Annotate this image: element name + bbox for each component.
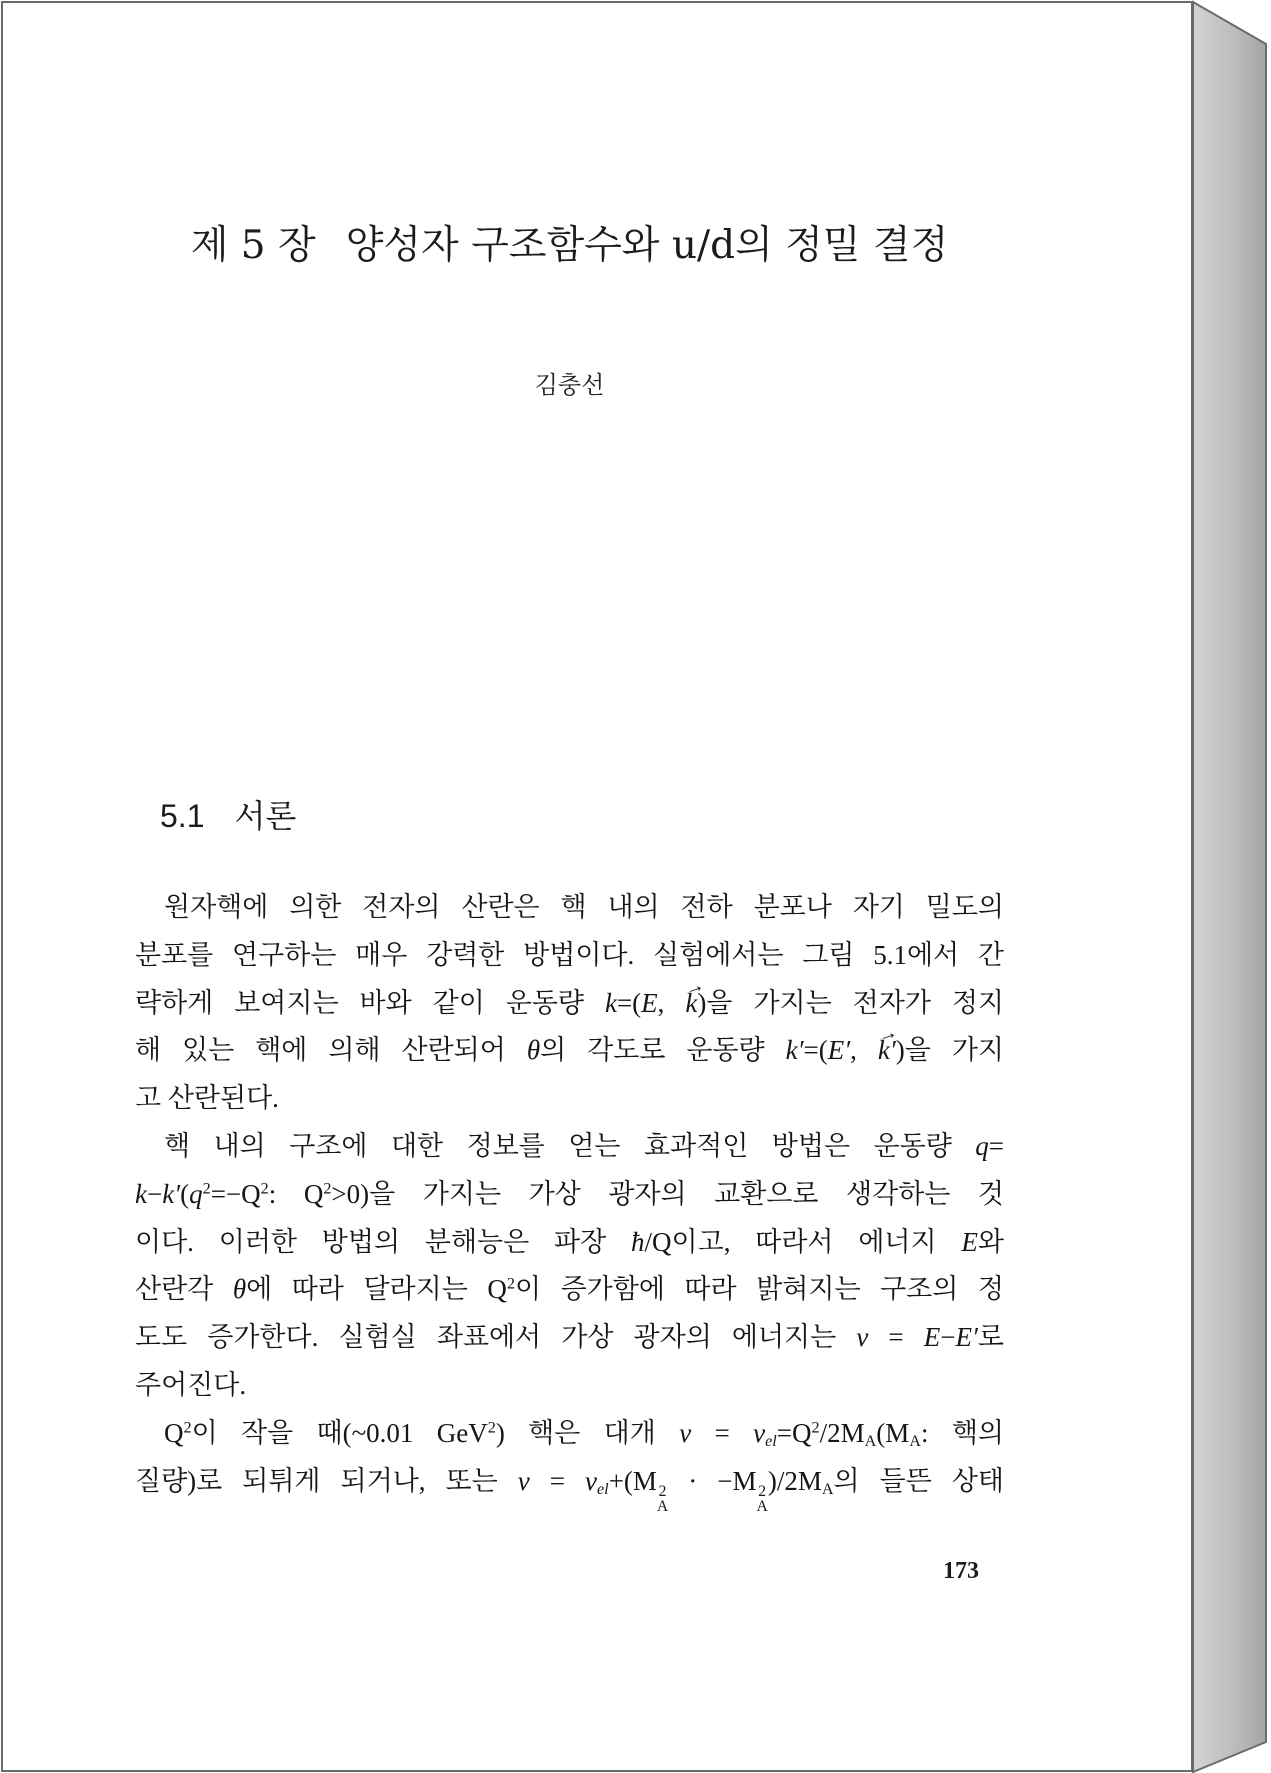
text-run: =( <box>616 987 642 1018</box>
math-variable: q <box>189 1178 203 1209</box>
text-run: =( <box>803 1035 828 1066</box>
text-run: ( <box>180 1178 190 1209</box>
page-number: 173 <box>943 1558 979 1584</box>
vector-symbol: → k <box>685 990 697 1017</box>
text-run: 이 증가함에 따라 밝혀지는 구조의 정 <box>514 1274 1004 1305</box>
text-line <box>135 1362 1004 1410</box>
text-run: )을 가지는 전자가 정지 <box>697 987 1004 1018</box>
superscript: 2 <box>323 1179 332 1198</box>
superscript: 2 <box>202 1179 211 1198</box>
superscript: 2 <box>758 1482 767 1500</box>
text-line <box>135 932 1004 980</box>
text-run: =Q <box>776 1417 812 1448</box>
text-run: 의 들뜬 상태 <box>833 1465 1004 1496</box>
superscript: 2 <box>811 1418 820 1437</box>
text-run: 산란각 <box>135 1274 233 1305</box>
text-run: ) 핵은 대개 <box>495 1417 680 1448</box>
subscript: el <box>765 1431 777 1450</box>
text-run: (M <box>876 1417 910 1448</box>
math-variable: θ <box>232 1274 247 1305</box>
subscript: A <box>909 1431 921 1450</box>
text-run: 도도 증가한다. 실험실 좌표에서 가상 광자의 에너지는 <box>135 1322 857 1353</box>
subscript: A <box>656 1498 669 1516</box>
text-run: )을 가지 <box>895 1035 1004 1066</box>
text-line <box>135 980 1004 1028</box>
text-run: , <box>657 987 686 1018</box>
text-run: 해 있는 핵에 의해 산란되어 <box>135 1035 527 1066</box>
math-variable: ν <box>753 1417 766 1448</box>
body-text <box>135 884 1005 1516</box>
math-variable: k′ <box>162 1178 181 1209</box>
text-run: 략하게 보여지는 바와 같이 운동량 <box>135 987 605 1018</box>
text-run: +(M <box>608 1465 657 1496</box>
math-scripts <box>657 1484 668 1515</box>
author-name: 김충선 <box>534 371 605 399</box>
text-line <box>135 1314 1004 1362</box>
math-variable: E′ <box>955 1322 978 1353</box>
vector-symbol: → k′ <box>878 1037 896 1064</box>
text-line <box>135 1171 1004 1219</box>
subscript: A <box>821 1479 834 1498</box>
text-run: 와 <box>977 1226 1005 1257</box>
math-variable: ν <box>517 1465 530 1496</box>
math-variable: k <box>135 1178 147 1209</box>
math-variable: ν <box>679 1417 692 1448</box>
paragraph <box>135 1410 1004 1516</box>
text-line <box>135 1410 1004 1458</box>
superscript: 2 <box>260 1179 269 1198</box>
chapter-heading <box>135 221 1004 271</box>
text-run: : Q <box>268 1178 324 1209</box>
math-variable: E <box>923 1322 941 1353</box>
math-variable: θ <box>526 1035 541 1066</box>
text-line <box>135 1219 1004 1267</box>
paragraph <box>135 884 1004 1123</box>
math-variable: ν <box>585 1465 597 1496</box>
text-run: )/2M <box>767 1465 822 1496</box>
superscript: 2 <box>183 1418 192 1437</box>
text-run: 에 따라 달라지는 Q <box>246 1274 507 1305</box>
text-run: 이 작을 때(~0.01 GeV <box>191 1417 488 1448</box>
text-line <box>135 1027 1004 1075</box>
text-line <box>135 884 1004 932</box>
text-run: = <box>691 1417 754 1448</box>
text-run: 고 산란된다. <box>135 1083 279 1114</box>
text-line <box>135 1266 1004 1314</box>
superscript: 2 <box>506 1274 515 1293</box>
math-variable: E′ <box>827 1035 851 1066</box>
math-variable: E <box>961 1226 978 1257</box>
superscript: 2 <box>658 1482 667 1500</box>
text-run: · −M <box>668 1465 757 1496</box>
text-run: /Q이고, 따라서 에너지 <box>644 1226 962 1257</box>
text-run: : 핵의 <box>921 1417 1004 1448</box>
text-run: 핵 내의 구조에 대한 정보를 얻는 효과적인 방법은 운동량 <box>164 1130 976 1161</box>
text-run: 로 <box>977 1322 1004 1353</box>
text-run: 분포를 연구하는 매우 강력한 방법이다. 실험에서는 그림 5.1에서 간 <box>135 939 1004 970</box>
book-page-edge <box>1190 0 1271 1773</box>
paragraph <box>135 1123 1004 1410</box>
math-variable: k′ <box>785 1035 804 1066</box>
text-run: /2M <box>819 1417 865 1448</box>
text-run: − <box>940 1322 956 1353</box>
math-variable: ν <box>856 1322 869 1353</box>
chapter-number: 제 5 장 <box>190 223 316 268</box>
section-heading <box>160 795 296 837</box>
text-line <box>135 1123 1004 1171</box>
text-run: = <box>868 1322 924 1353</box>
text-run: >0)을 가지는 가상 광자의 교환으로 생각하는 것 <box>331 1178 1005 1209</box>
text-run: 이다. 이러한 방법의 분해능은 파장 <box>135 1226 632 1257</box>
text-run: Q <box>164 1417 184 1448</box>
section-number: 5.1 <box>160 798 205 834</box>
text-run: = <box>988 1130 1004 1161</box>
text-run: 의 각도로 운동량 <box>540 1035 786 1066</box>
text-run: 주어진다. <box>135 1369 247 1400</box>
subscript: A <box>864 1431 877 1450</box>
math-variable: E <box>641 987 658 1018</box>
text-run: 원자핵에 의한 전자의 산란은 핵 내의 전하 분포나 자기 밀도의 <box>164 892 1004 922</box>
text-run: 질량)로 되튀게 되거나, 또는 <box>135 1465 518 1496</box>
subscript: el <box>597 1479 609 1498</box>
math-scripts <box>757 1484 768 1515</box>
text-run: − <box>146 1178 163 1209</box>
text-run: = <box>529 1465 586 1496</box>
text-line <box>135 1458 1004 1516</box>
book-page <box>1 1 1193 1772</box>
superscript: 2 <box>487 1418 496 1437</box>
text-run: , <box>850 1035 878 1066</box>
math-variable: ħ <box>631 1226 645 1257</box>
math-variable: k <box>604 987 617 1018</box>
chapter-title: 양성자 구조함수와 u/d의 정밀 결정 <box>345 223 949 268</box>
subscript: A <box>756 1498 768 1516</box>
text-line <box>135 1075 1004 1123</box>
text-run: =−Q <box>210 1178 261 1209</box>
section-title: 서론 <box>234 797 297 835</box>
math-variable: q <box>975 1130 989 1161</box>
